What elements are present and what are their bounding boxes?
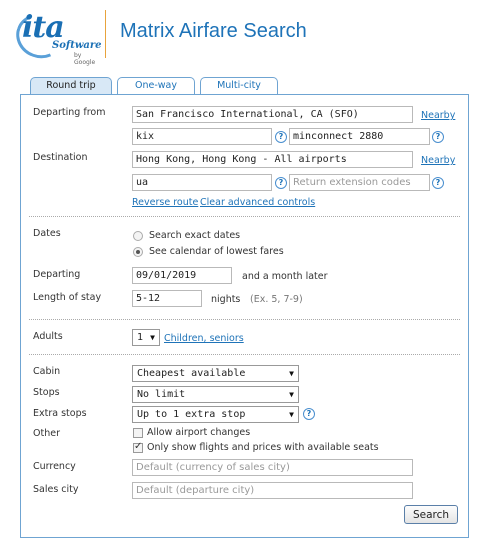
adults-select-value: 1 (137, 332, 144, 343)
stops-label: Stops (33, 387, 60, 398)
stops-select[interactable] (132, 386, 299, 403)
length-of-stay-label: Length of stay (33, 292, 102, 303)
calendar-option-label: See calendar of lowest fares (149, 246, 284, 257)
destination-nearby-link[interactable]: Nearby (421, 155, 456, 166)
length-of-stay-input[interactable]: 5-12 (132, 290, 202, 307)
dropdown-arrow-icon: ▼ (150, 333, 155, 342)
section-divider (29, 354, 460, 355)
only-available-seats-label: Only show flights and prices with available seats (147, 442, 379, 453)
other-label: Other (33, 428, 60, 439)
cabin-select[interactable] (132, 365, 299, 382)
departing-label: Departing (33, 269, 81, 280)
reverse-route-link[interactable]: Reverse route (132, 197, 199, 208)
extra-stops-label: Extra stops (33, 408, 87, 419)
help-icon[interactable]: ? (275, 131, 287, 143)
clear-advanced-controls-link[interactable]: Clear advanced controls (200, 197, 316, 208)
calendar-radio[interactable] (133, 247, 143, 257)
header-divider (105, 10, 106, 58)
origin-routing-codes-input[interactable]: kix (132, 128, 272, 145)
sales-city-input[interactable]: Default (departure city) (132, 482, 413, 499)
destination-routing-codes-input[interactable]: ua (132, 174, 272, 191)
allow-airport-changes-checkbox[interactable] (133, 428, 143, 438)
allow-airport-changes-label: Allow airport changes (147, 427, 251, 438)
extra-stops-select-value: Up to 1 extra stop (137, 409, 246, 420)
departing-from-input[interactable]: San Francisco International, CA (SFO) (132, 106, 413, 123)
search-button[interactable]: Search (404, 505, 458, 524)
nights-label: nights (211, 294, 241, 305)
section-divider (29, 216, 460, 217)
ita-software-logo (14, 10, 102, 66)
cabin-label: Cabin (33, 366, 61, 377)
logo-ita-text: ita (22, 10, 64, 45)
departing-range-text: and a month later (242, 271, 328, 282)
extra-stops-select[interactable] (132, 406, 299, 423)
help-icon[interactable]: ? (432, 177, 444, 189)
adults-label: Adults (33, 331, 63, 342)
logo-google-text: by Google (74, 52, 96, 66)
length-of-stay-hint: (Ex. 5, 7-9) (250, 294, 303, 305)
destination-input[interactable]: Hong Kong, Hong Kong - All airports (132, 151, 413, 168)
logo-software-text: Software (52, 40, 102, 51)
stops-select-value: No limit (137, 389, 186, 400)
help-icon[interactable]: ? (303, 408, 315, 420)
origin-extension-codes-input[interactable]: minconnect 2880 (289, 128, 430, 145)
destination-label: Destination (33, 152, 88, 163)
search-form-panel (20, 94, 469, 538)
dropdown-arrow-icon: ▼ (289, 390, 294, 399)
children-seniors-link[interactable]: Children, seniors (164, 333, 244, 344)
sales-city-label: Sales city (33, 484, 79, 495)
page-title: Matrix Airfare Search (120, 20, 307, 42)
exact-dates-radio[interactable] (133, 231, 143, 241)
tab-round-trip[interactable]: Round trip (30, 77, 112, 95)
exact-dates-option-label: Search exact dates (149, 230, 241, 241)
dropdown-arrow-icon: ▼ (289, 410, 294, 419)
return-extension-codes-input[interactable]: Return extension codes (289, 174, 430, 191)
tab-multi-city[interactable]: Multi-city (200, 77, 278, 94)
departure-date-input[interactable]: 09/01/2019 (132, 267, 232, 284)
help-icon[interactable]: ? (275, 177, 287, 189)
help-icon[interactable]: ? (432, 131, 444, 143)
dates-label: Dates (33, 228, 61, 239)
currency-input[interactable]: Default (currency of sales city) (132, 459, 413, 476)
adults-select[interactable] (132, 329, 160, 346)
currency-label: Currency (33, 461, 76, 472)
dropdown-arrow-icon: ▼ (289, 369, 294, 378)
only-available-seats-checkbox[interactable] (133, 443, 143, 453)
departing-from-label: Departing from (33, 107, 106, 118)
section-divider (29, 319, 460, 320)
departing-nearby-link[interactable]: Nearby (421, 110, 456, 121)
cabin-select-value: Cheapest available (137, 368, 246, 379)
tab-one-way[interactable]: One-way (117, 77, 195, 94)
